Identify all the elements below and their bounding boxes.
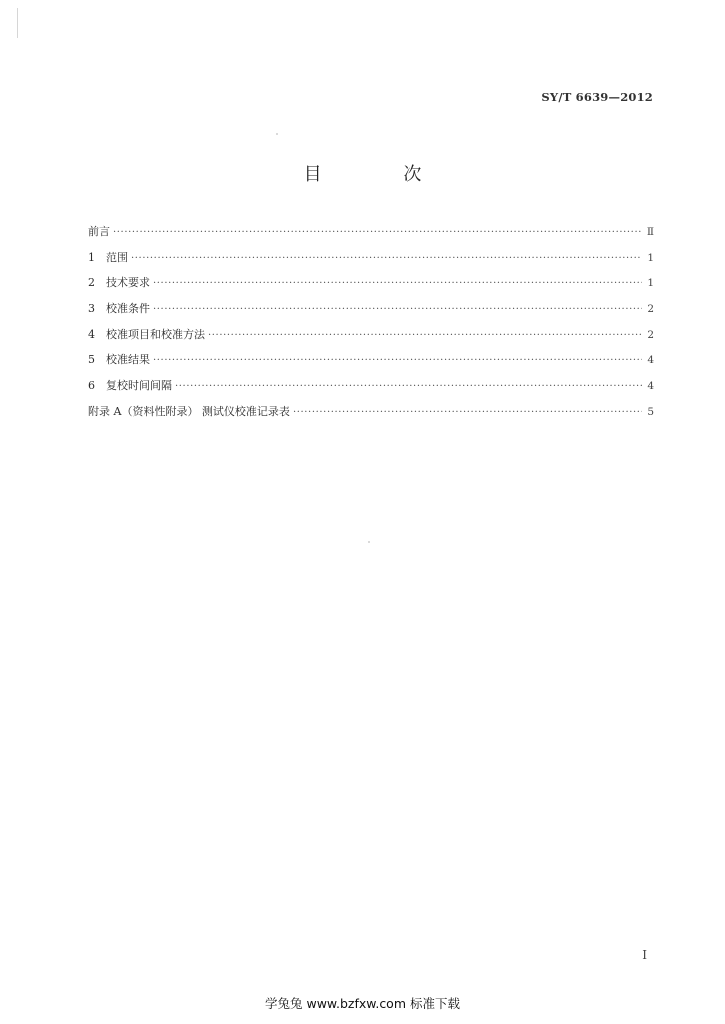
toc-entry-label: 校准项目和校准方法 — [106, 327, 205, 341]
toc-entry-foreword[interactable] — [88, 224, 654, 250]
toc-entry-number: 1 — [88, 250, 95, 264]
toc-title: 目 次 — [303, 164, 460, 185]
toc-entry-calibration-conditions[interactable] — [88, 301, 654, 327]
toc-entry-label: 前言 — [88, 225, 110, 238]
toc-entry-page: 4 — [647, 354, 654, 367]
table-of-contents — [88, 224, 654, 430]
toc-leader-dots — [208, 328, 642, 344]
toc-leader-dots — [153, 353, 642, 369]
standard-code: SY/T 6639—2012 — [541, 90, 653, 104]
toc-leader-dots — [175, 379, 642, 395]
toc-entry-calibration-results[interactable] — [88, 352, 654, 378]
toc-entry-page: 4 — [647, 380, 654, 393]
scan-speck — [276, 133, 278, 135]
toc-entry-number: 3 — [88, 302, 95, 316]
toc-leader-dots — [113, 225, 642, 241]
toc-entry-label: 附录 A（资料性附录） 测试仪校准记录表 — [88, 404, 290, 418]
toc-entry-label: 复校时间间隔 — [106, 379, 172, 393]
toc-entry-page: 2 — [647, 328, 654, 341]
scan-edge-mark — [17, 8, 18, 38]
toc-entry-number: 4 — [88, 327, 95, 341]
toc-entry-page: 2 — [647, 303, 654, 316]
toc-entry-scope[interactable] — [88, 250, 654, 276]
toc-leader-dots — [153, 302, 642, 318]
toc-entry-number: 2 — [88, 276, 95, 290]
toc-entry-technical-requirements[interactable] — [88, 275, 654, 301]
page-number: I — [642, 948, 647, 962]
toc-entry-label: 校准结果 — [106, 353, 150, 367]
toc-leader-dots — [131, 251, 642, 267]
toc-entry-label: 技术要求 — [106, 276, 150, 290]
toc-entry-appendix-a[interactable] — [88, 404, 654, 430]
toc-entry-recalibration-interval[interactable] — [88, 378, 654, 404]
toc-entry-number: 6 — [88, 379, 95, 393]
toc-entry-page: 1 — [647, 251, 654, 264]
toc-entry-label: 范围 — [106, 250, 128, 264]
download-watermark: 学兔兔 www.bzfxw.com 标准下载 — [265, 996, 460, 1011]
toc-entry-label: 校准条件 — [106, 302, 150, 316]
scan-speck — [368, 541, 370, 543]
toc-leader-dots — [153, 276, 642, 292]
toc-entry-number: 5 — [88, 353, 95, 367]
toc-entry-page: 1 — [647, 277, 654, 290]
toc-entry-page: 5 — [647, 405, 654, 418]
toc-entry-page: Ⅱ — [646, 226, 654, 238]
toc-entry-calibration-items-methods[interactable] — [88, 327, 654, 353]
toc-leader-dots — [293, 405, 642, 421]
